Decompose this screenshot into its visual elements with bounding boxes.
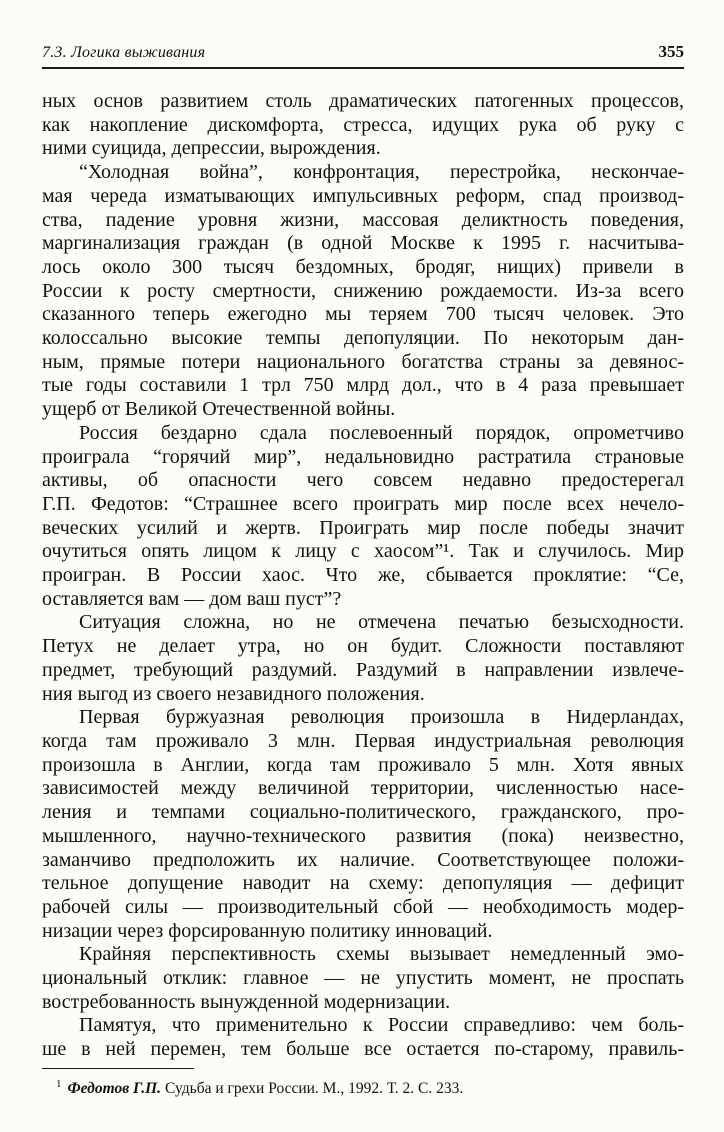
text-line: “Холодная война”, конфронтация, перестройка, нескончае- — [79, 161, 684, 184]
text-line: Ситуация сложна, но не отмечена печатью безысходности. — [79, 611, 684, 634]
text-line: Россия бездарно сдала послевоенный порядок, опрометчиво — [79, 421, 684, 444]
text-line: ними суицида, депрессии, вырождения. — [42, 137, 381, 160]
text-line: проигран. В России хаос. Что же, сбывается проклятие: “Се, — [42, 564, 684, 587]
body-text — [42, 90, 684, 1062]
text-line: оставляется вам — дом ваш пуст”? — [42, 587, 342, 610]
text-line: востребованность вынужденной модернизации. — [42, 990, 451, 1013]
text-line: веческих усилий и жертв. Проиграть мир после победы значит — [42, 516, 684, 539]
text-line: предмет, требующий раздумий. Раздумий в направлении извлече- — [42, 658, 684, 681]
text-line: Петух не делает утра, но он будит. Сложности поставляют — [42, 635, 684, 658]
page-number: 355 — [658, 42, 684, 61]
text-line: когда там проживало 3 млн. Первая индустриальная революция — [42, 729, 684, 752]
text-line: ше в ней перемен, тем больше все остается по-старому, правиль- — [42, 1038, 684, 1061]
text-line: колоссально высокие темпы депопуляции. По некоторым дан- — [42, 327, 684, 350]
section-title: 7.3. Логика выживания — [42, 44, 206, 61]
text-line: ущерб от Великой Отечественной войны. — [42, 398, 396, 421]
text-line: тельное допущение наводит на схему: депопуляция — дефицит — [42, 872, 684, 895]
text-line: Памятуя, что применительно к России справедливо: чем боль- — [79, 1014, 684, 1037]
text-line: Первая буржуазная революция произошла в Нидерландах, — [79, 706, 684, 729]
text-line: проиграла “горячий мир”, недальновидно растратила страновые — [42, 445, 684, 468]
text-line: маргинализация граждан (в одной Москве к 1995 г. насчитыва- — [42, 232, 684, 255]
text-line: как накопление дискомфорта, стресса, идущих рука об руку с — [42, 113, 684, 136]
footnote-author: Федотов Г.П. — [67, 1079, 162, 1097]
footnote-block — [42, 1068, 684, 1098]
text-line: Г.П. Федотов: “Страшнее всего проиграть мир после всех нечело- — [42, 492, 684, 515]
running-head — [42, 42, 684, 62]
text-line: активы, об опасности чего совсем недавно предостерегал — [42, 469, 684, 492]
footnote-text: Судьба и грехи России. М., 1992. Т. 2. С. 233. — [165, 1079, 464, 1097]
text-line: ния выгод из своего незавидного положения. — [42, 682, 425, 705]
footnote — [42, 1075, 684, 1098]
text-line: ления и темпами социально-политического, гражданского, про- — [42, 801, 684, 824]
text-line: очутиться опять лицом к лицу с хаосом”¹. Так и случилось. Мир — [42, 540, 684, 563]
text-line: заманчиво предположить их наличие. Соответствующее положи- — [42, 848, 684, 871]
text-line: зависимостей между величиной территории, численностью насе- — [42, 777, 684, 800]
text-line: мая череда изматывающих импульсивных реформ, спад производ- — [42, 184, 684, 207]
text-line: мышленного, научно-технического развития (пока) неизвестно, — [42, 824, 684, 847]
header-rule — [42, 67, 684, 69]
text-line: России к росту смертности, снижению рождаемости. Из-за всего — [42, 279, 684, 302]
footnote-marker: 1 — [56, 1077, 62, 1090]
text-line: лось около 300 тысяч бездомных, бродяг, нищих) привели в — [42, 255, 684, 278]
text-line: рабочей силы — производительный сбой — необходимость модер- — [42, 895, 684, 918]
text-line: произошла в Англии, когда там проживало 5 млн. Хотя явных — [42, 753, 684, 776]
text-line: сказанного теперь ежегодно мы теряем 700 тысяч человек. Это — [42, 303, 684, 326]
text-line: ных основ развитием столь драматических патогенных процессов, — [42, 90, 684, 112]
text-line: ства, падение уровня жизни, массовая деликтность поведения, — [42, 208, 684, 231]
text-line: ным, прямые потери национального богатства страны за девянос- — [42, 350, 684, 373]
text-line: Крайняя перспективность схемы вызывает немедленный эмо- — [79, 943, 684, 966]
text-line: тые годы составили 1 трл 750 млрд дол., что в 4 раза превышает — [42, 374, 684, 397]
footnote-rule — [42, 1068, 194, 1069]
text-line: низации через форсированную политику инноваций. — [42, 919, 493, 942]
text-line: циональный отклик: главное — не упустить момент, не проспать — [42, 967, 684, 990]
